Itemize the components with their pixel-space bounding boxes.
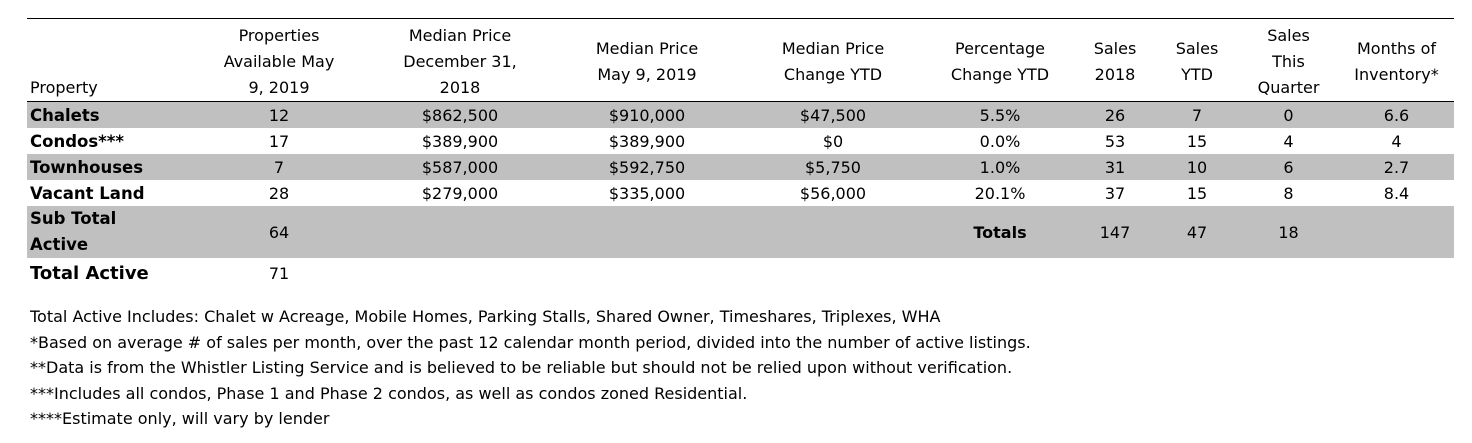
cell-available: 28: [268, 183, 290, 203]
cell-sales-ytd: 10: [1156, 154, 1238, 180]
empty-cell: [926, 258, 1074, 288]
table-row: [27, 128, 1454, 154]
footnote: *Based on average # of sales per month, over the past 12 calendar month period, divided into the number of active listings.: [30, 332, 1031, 352]
footnote: Total Active Includes: Chalet w Acreage, Mobile Homes, Parking Stalls, Shared Owner, Timeshares, Triplexes, WHA: [30, 307, 941, 326]
cell-pct-change: 5.5%: [926, 102, 1074, 129]
cell-sales-2018: 53: [1104, 131, 1126, 151]
empty-cell: [554, 258, 740, 288]
cell-sales-quarter: 8: [1283, 183, 1294, 203]
totals-sales-ytd: 47: [1156, 206, 1238, 258]
cell-sales-2018: 37: [1104, 183, 1126, 203]
empty-cell: [1238, 258, 1339, 288]
header-sales-ytd: Sales YTD: [1175, 39, 1219, 84]
cell-pct-change: 20.1%: [974, 183, 1026, 203]
footnote: ****Estimate only, will vary by lender: [30, 409, 330, 428]
cell-available: 12: [192, 102, 366, 129]
header-median-dec: Median Price December 31, 2018: [403, 26, 517, 97]
subtotal-row: [27, 206, 1454, 258]
cell-pct-change: 1.0%: [926, 154, 1074, 180]
footnote: **Data is from the Whistler Listing Service and is believed to be reliable but should not be relied upon without verification.: [30, 358, 1013, 377]
cell-months-inventory: 4: [1391, 131, 1402, 151]
cell-median-change: $5,750: [740, 154, 926, 180]
cell-property: Condos***: [30, 131, 125, 151]
header-median-change: Median Price Change YTD: [781, 39, 885, 84]
total-active-value: 71: [268, 263, 290, 283]
market-table: [27, 19, 1454, 288]
empty-cell: [740, 258, 926, 288]
cell-available: 7: [192, 154, 366, 180]
cell-property: Chalets: [27, 102, 192, 129]
cell-median-dec: $587,000: [366, 154, 554, 180]
subtotal-label: Sub Total Active: [27, 206, 192, 258]
empty-cell: [366, 258, 554, 288]
header-months-inventory: Months of Inventory*: [1354, 39, 1439, 84]
cell-median-change: $56,000: [799, 183, 867, 203]
cell-property: Vacant Land: [30, 183, 145, 203]
cell-median-change: $0: [822, 131, 844, 151]
empty-cell: [366, 206, 554, 258]
cell-sales-ytd: 15: [1186, 183, 1208, 203]
subtotal-available: 64: [192, 206, 366, 258]
cell-months-inventory: 2.7: [1339, 154, 1454, 180]
empty-cell: [1339, 258, 1454, 288]
cell-median-dec: $389,900: [421, 131, 499, 151]
cell-available: 17: [268, 131, 290, 151]
cell-median-change: $47,500: [740, 102, 926, 129]
totals-sales-2018: 147: [1074, 206, 1156, 258]
cell-sales-ytd: 7: [1156, 102, 1238, 129]
empty-cell: [1339, 206, 1454, 258]
cell-median-dec: $279,000: [421, 183, 499, 203]
cell-sales-2018: 31: [1074, 154, 1156, 180]
header-available: Properties Available May 9, 2019: [223, 26, 335, 97]
empty-cell: [554, 206, 740, 258]
table-row: [27, 154, 1454, 180]
empty-cell: [740, 206, 926, 258]
cell-sales-quarter: 6: [1238, 154, 1339, 180]
cell-median-may: $592,750: [554, 154, 740, 180]
cell-sales-quarter: 0: [1238, 102, 1339, 129]
header-sales-2018: Sales 2018: [1093, 39, 1137, 84]
header-pct-change: Percentage Change YTD: [950, 39, 1050, 84]
empty-cell: [1156, 258, 1238, 288]
cell-median-may: $389,900: [608, 131, 686, 151]
totals-label: Totals: [926, 206, 1074, 258]
header-row: [27, 19, 1454, 102]
cell-median-dec: $862,500: [366, 102, 554, 129]
cell-pct-change: 0.0%: [979, 131, 1021, 151]
cell-median-may: $335,000: [608, 183, 686, 203]
footnote: ***Includes all condos, Phase 1 and Phase 2 condos, as well as condos zoned Residential.: [30, 383, 748, 403]
total-active-row: [27, 258, 1454, 288]
totals-sales-quarter: 18: [1238, 206, 1339, 258]
table-row: [27, 102, 1454, 129]
cell-property: Townhouses: [27, 154, 192, 180]
header-median-may: Median Price May 9, 2019: [595, 39, 699, 84]
header-sales-quarter: Sales This Quarter: [1257, 26, 1320, 97]
empty-cell: [1074, 258, 1156, 288]
total-active-label: Total Active: [30, 262, 149, 284]
cell-median-may: $910,000: [554, 102, 740, 129]
cell-months-inventory: 6.6: [1339, 102, 1454, 129]
cell-sales-2018: 26: [1074, 102, 1156, 129]
header-property: Property: [30, 78, 98, 97]
table-row: [27, 180, 1454, 206]
cell-months-inventory: 8.4: [1383, 183, 1410, 203]
cell-sales-quarter: 4: [1283, 131, 1294, 151]
footnotes: [30, 304, 1031, 432]
cell-sales-ytd: 15: [1186, 131, 1208, 151]
